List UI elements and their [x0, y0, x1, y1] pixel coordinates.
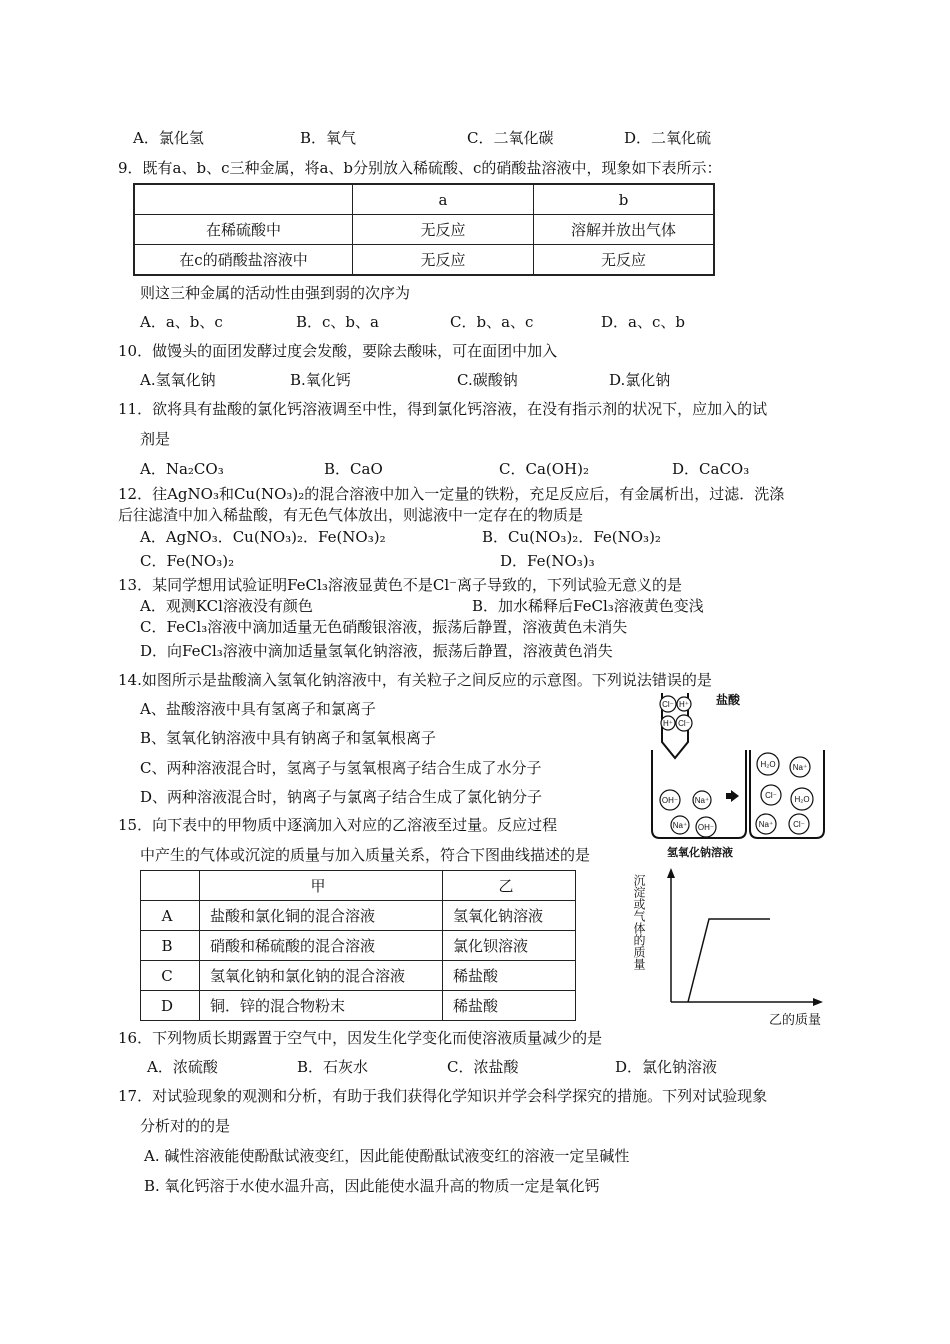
table-cell: 硝酸和稀硫酸的混合溶液 — [200, 931, 443, 961]
table-row — [134, 184, 714, 215]
base-label: 氢氧化钠溶液 — [667, 847, 733, 859]
q16-option-c: C．浓盐酸 — [447, 1058, 519, 1076]
q14-option-b: B、氢氧化钠溶液中具有钠离子和氢氧根离子 — [140, 729, 437, 747]
q9-table — [133, 183, 715, 276]
table-cell: 铜．锌的混合物粉末 — [200, 991, 443, 1021]
q11-option-d: D．CaCO₃ — [672, 460, 750, 478]
table-row — [141, 931, 576, 961]
ion-label: H₂O — [794, 795, 810, 804]
ion-label: Na⁺ — [672, 821, 688, 830]
q9-option-c: C．b、a、c — [450, 313, 534, 331]
q9-followup: 则这三种金属的活动性由强到弱的次序为 — [140, 284, 411, 302]
ion-label: Cl⁻ — [662, 700, 674, 709]
y-axis-label: 沉淀或气体的质量 — [632, 874, 646, 970]
table-cell: 稀盐酸 — [443, 961, 576, 991]
table-cell — [134, 184, 353, 215]
table-cell: a — [353, 184, 534, 215]
table-cell: B — [141, 931, 200, 961]
q10-option-b: B.氧化钙 — [290, 371, 351, 389]
table-row — [141, 901, 576, 931]
table-cell: 在稀硫酸中 — [134, 215, 353, 245]
q15-table — [140, 870, 576, 1021]
q10-stem: 10．做馒头的面团发酵过度会发酸，要除去酸味，可在面团中加入 — [118, 342, 558, 360]
table-row — [134, 215, 714, 245]
ion-label: Cl⁻ — [678, 719, 690, 728]
table-cell: 溶解并放出气体 — [534, 215, 715, 245]
q11-option-c: C．Ca(OH)₂ — [499, 460, 589, 478]
q15-stem-line1: 15．向下表中的甲物质中逐滴加入对应的乙溶液至过量。反应过程 — [118, 816, 558, 834]
q8-option-a: A．氯化氢 — [133, 129, 204, 147]
q11-option-a: A．Na₂CO₃ — [140, 460, 224, 478]
q9-option-d: D．a、c、b — [601, 313, 685, 331]
q16-option-d: D．氯化钠溶液 — [615, 1058, 718, 1076]
table-cell: 稀盐酸 — [443, 991, 576, 1021]
ion-label: Na⁺ — [694, 796, 710, 805]
ion-label: Na⁺ — [792, 763, 808, 772]
q9-option-a: A．a、b、c — [140, 313, 223, 331]
table-cell: 无反应 — [353, 245, 534, 276]
table-cell: 在c的硝酸盐溶液中 — [134, 245, 353, 276]
table-cell: C — [141, 961, 200, 991]
table-cell: 无反应 — [353, 215, 534, 245]
q17-stem-line1: 17．对试验现象的观测和分析，有助于我们获得化学知识并学会科学探究的措施。下列对试验现象 — [118, 1087, 768, 1105]
q12-option-d: D．Fe(NO₃)₃ — [500, 552, 595, 570]
ion-label: Na⁺ — [758, 820, 774, 829]
arrow-icon — [731, 790, 739, 802]
q9-option-b: B．c、b、a — [296, 313, 379, 331]
ion-label: H₂O — [760, 760, 776, 769]
ion-label: Cl⁻ — [765, 791, 777, 800]
q8-option-c: C．二氧化碳 — [467, 129, 554, 147]
q10-option-d: D.氯化钠 — [609, 371, 671, 389]
q9-stem: 9．既有a、b、c三种金属，将a、b分别放入稀硫酸、c的硝酸盐溶液中，现象如下表所示： — [118, 159, 722, 177]
q10-option-c: C.碳酸钠 — [457, 371, 518, 389]
acid-label: 盐酸 — [715, 693, 741, 707]
q8-option-d: D．二氧化硫 — [624, 129, 712, 147]
q17-option-b: B. 氧化钙溶于水使水温升高，因此能使水温升高的物质一定是氧化钙 — [144, 1177, 600, 1195]
table-row — [134, 245, 714, 276]
q16-option-b: B．石灰水 — [297, 1058, 369, 1076]
q17-stem-line2: 分析对的的是 — [140, 1117, 231, 1135]
table-cell: 氢氧化钠溶液 — [443, 901, 576, 931]
q14-reaction-figure — [640, 690, 840, 865]
q13-option-d: D．向FeCl₃溶液中滴加适量氢氧化钠溶液，振荡后静置，溶液黄色消失 — [140, 642, 613, 660]
y-axis-arrow-icon — [667, 868, 675, 878]
q11-stem-line2: 剂是 — [140, 430, 171, 448]
x-axis-arrow-icon — [813, 998, 823, 1006]
q14-option-a: A、盐酸溶液中具有氢离子和氯离子 — [140, 700, 376, 718]
table-cell: 氯化钡溶液 — [443, 931, 576, 961]
ion-label: H⁺ — [679, 700, 689, 709]
q14-stem: 14.如图所示是盐酸滴入氢氧化钠溶液中，有关粒子之间反应的示意图。下列说法错误的是 — [118, 671, 712, 689]
q13-option-a: A．观测KCl溶液没有颜色 — [140, 597, 313, 615]
q16-stem: 16．下列物质长期露置于空气中，因发生化学变化而使溶液质量减少的是 — [118, 1029, 603, 1047]
ion-label: OH⁻ — [661, 796, 679, 805]
table-cell: D — [141, 991, 200, 1021]
table-cell: 无反应 — [534, 245, 715, 276]
q13-stem: 13．某同学想用试验证明FeCl₃溶液显黄色不是Cl⁻离子导致的，下列试验无意义的是 — [118, 576, 683, 594]
q13-option-b: B．加水稀释后FeCl₃溶液黄色变浅 — [472, 597, 704, 615]
q14-option-c: C、两种溶液混合时，氢离子与氢氧根离子结合生成了水分子 — [140, 759, 542, 777]
table-cell — [141, 871, 200, 901]
q14-option-d: D、两种溶液混合时，钠离子与氯离子结合生成了氯化钠分子 — [140, 788, 543, 806]
q11-option-b: B．CaO — [324, 460, 383, 478]
q16-option-a: A．浓硫酸 — [147, 1058, 218, 1076]
q10-option-a: A.氢氧化钠 — [140, 371, 216, 389]
ion-label: OH⁻ — [697, 823, 715, 832]
q17-option-a: A. 碱性溶液能使酚酞试液变红，因此能使酚酞试液变红的溶液一定呈碱性 — [144, 1147, 630, 1165]
table-cell: A — [141, 901, 200, 931]
q12-option-a: A．AgNO₃．Cu(NO₃)₂．Fe(NO₃)₂ — [140, 528, 386, 546]
q15-stem-line2: 中产生的气体或沉淀的质量与加入质量关系，符合下图曲线描述的是 — [140, 846, 591, 864]
table-row — [141, 991, 576, 1021]
q13-option-c: C．FeCl₃溶液中滴加适量无色硝酸银溶液，振荡后静置，溶液黄色未消失 — [140, 618, 628, 636]
q12-stem-line1: 12．往AgNO₃和Cu(NO₃)₂的混合溶液中加入一定量的铁粉，充足反应后，有金属析出，过滤．洗涤 — [118, 485, 785, 503]
ion-label: Cl⁻ — [793, 820, 805, 829]
q12-option-b: B．Cu(NO₃)₂．Fe(NO₃)₂ — [482, 528, 661, 546]
table-cell: 甲 — [200, 871, 443, 901]
q12-option-c: C．Fe(NO₃)₂ — [140, 552, 235, 570]
table-cell: b — [534, 184, 715, 215]
q12-stem-line2: 后往滤渣中加入稀盐酸，有无色气体放出，则滤液中一定存在的物质是 — [118, 506, 584, 524]
ion-label: H⁺ — [663, 719, 673, 728]
table-row — [141, 871, 576, 901]
table-row — [141, 961, 576, 991]
table-cell: 盐酸和氯化铜的混合溶液 — [200, 901, 443, 931]
curve-line — [688, 919, 770, 1002]
table-cell: 氢氧化钠和氯化钠的混合溶液 — [200, 961, 443, 991]
q15-mass-graph — [625, 868, 840, 1030]
table-cell: 乙 — [443, 871, 576, 901]
q11-stem-line1: 11．欲将具有盐酸的氯化钙溶液调至中性，得到氯化钙溶液，在没有指示剂的状况下，应加入的试 — [118, 400, 768, 418]
x-axis-label: 乙的质量 — [768, 1012, 822, 1027]
q8-option-b: B．氧气 — [300, 129, 357, 147]
